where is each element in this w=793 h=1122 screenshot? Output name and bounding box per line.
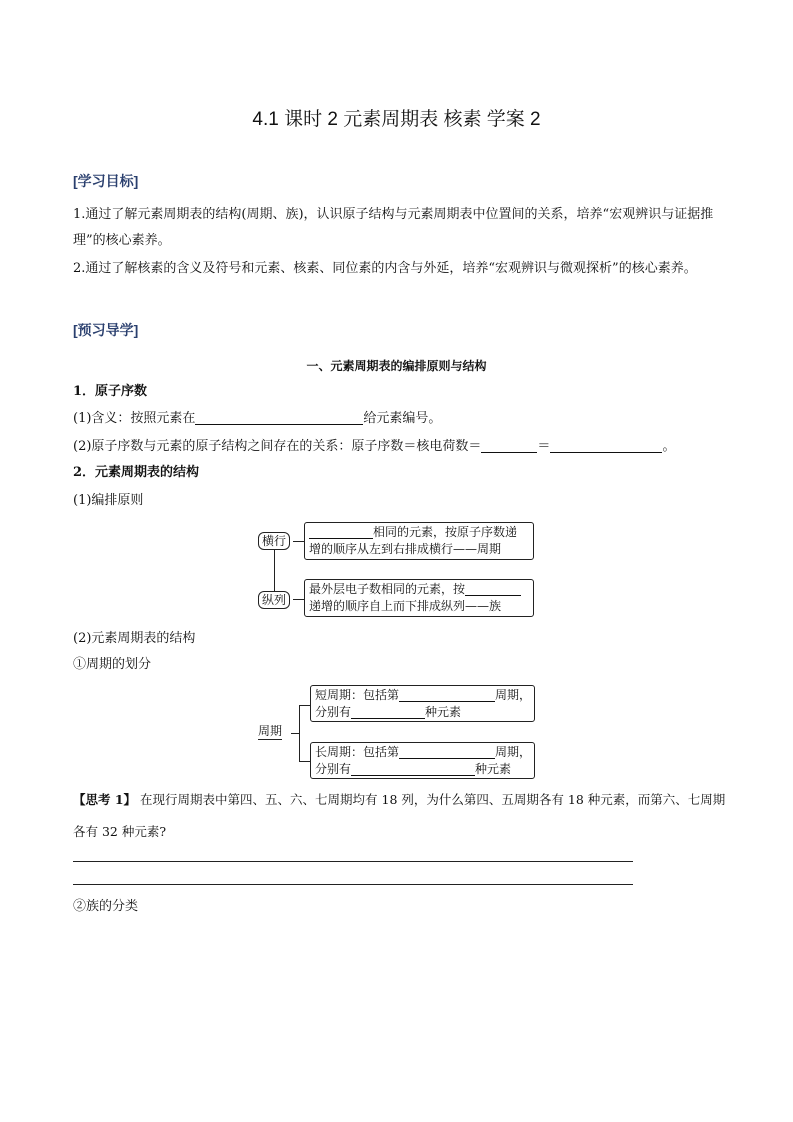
- long-period-line2-prefix: 分别有: [315, 762, 352, 776]
- col-blank[interactable]: [465, 583, 521, 596]
- long-period-line-1: [315, 744, 530, 761]
- row-blank[interactable]: [309, 526, 373, 539]
- period-label: 周期: [258, 724, 283, 738]
- think-label: 【思考 1】: [73, 792, 137, 807]
- long-period-prefix: 长周期：包括第: [315, 745, 400, 759]
- meaning-line: [73, 406, 441, 432]
- long-period-line-2: [315, 761, 530, 778]
- structure-heading: 2．元素周期表的结构: [73, 465, 200, 480]
- col-label: 纵列: [258, 591, 290, 609]
- short-period-box: [310, 685, 535, 722]
- relation-blank-1[interactable]: [481, 438, 537, 453]
- meaning-blank[interactable]: [195, 410, 363, 425]
- relation-blank-2[interactable]: [550, 438, 662, 453]
- col-text-1: [309, 581, 529, 598]
- long-period-blank-1[interactable]: [399, 746, 495, 759]
- answer-line-1[interactable]: [73, 861, 633, 862]
- meaning-suffix: 给元素编号。: [363, 411, 442, 426]
- row-label: 横行: [258, 532, 290, 550]
- short-period-blank-2[interactable]: [351, 706, 425, 719]
- atomic-number-heading: 1．原子序数: [73, 384, 148, 399]
- vertical-connector: [274, 550, 275, 592]
- short-period-line2-suffix: 种元素: [425, 705, 462, 719]
- objective-2: 2.通过了解核素的含义及符号和元素、核素、同位素的内含与外延，培养“宏观辨识与微观探析”的核心素养。: [73, 261, 697, 276]
- preview-heading: [预习导学]: [73, 322, 139, 338]
- relation-mid: ＝: [537, 439, 551, 454]
- short-period-line-2: [315, 704, 530, 721]
- long-period-suffix: 周期，: [495, 745, 532, 759]
- short-period-blank-1[interactable]: [399, 689, 495, 702]
- long-period-blank-2[interactable]: [351, 763, 475, 776]
- group-classification: ②族的分类: [73, 899, 139, 914]
- think-text: 在现行周期表中第四、五、六、七周期均有 18 列，为什么第四、五周期各有 18 种元素，而第六、七周期各有 32 种元素?: [73, 792, 726, 839]
- objectives-heading: [学习目标]: [73, 173, 139, 189]
- principle-label: (1)编排原则: [73, 493, 144, 508]
- relation-line: [73, 434, 675, 460]
- long-period-line2-suffix: 种元素: [475, 762, 512, 776]
- row-text-2: 增的顺序从左到右排成横行——周期: [309, 542, 502, 556]
- col-box: [304, 579, 534, 617]
- col-connector: [293, 599, 304, 600]
- relation-prefix: (2)原子序数与元素的原子结构之间存在的关系：原子序数＝核电荷数＝: [73, 439, 482, 454]
- period-bracket-bottom: [299, 761, 310, 762]
- row-box: [304, 522, 534, 560]
- meaning-prefix: (1)含义：按照元素在: [73, 411, 196, 426]
- short-period-line2-prefix: 分别有: [315, 705, 352, 719]
- period-division: ①周期的划分: [73, 657, 152, 672]
- row-text-1: [309, 524, 529, 541]
- period-bracket-top: [299, 705, 310, 706]
- short-period-line-1: [315, 687, 530, 704]
- col-text-1-prefix: 最外层电子数相同的元素，按: [309, 582, 466, 596]
- long-period-box: [310, 742, 535, 779]
- relation-suffix: 。: [662, 439, 676, 454]
- short-period-suffix: 周期，: [495, 688, 532, 702]
- period-connector: [291, 733, 299, 734]
- think-question: [73, 784, 733, 848]
- period-bracket: [299, 705, 300, 762]
- row-text-1-suffix: 相同的元素，按原子序数递: [373, 525, 518, 539]
- row-connector: [293, 541, 304, 542]
- short-period-prefix: 短周期：包括第: [315, 688, 400, 702]
- objective-1: 1.通过了解元素周期表的结构(周期、族)，认识原子结构与元素周期表中位置间的关系，培养“宏观辨识与证据推理”的核心素养。: [73, 207, 714, 248]
- page-title: 4.1 课时 2 元素周期表 核素 学案 2: [252, 109, 541, 130]
- col-text-2: 递增的顺序自上而下排成纵列——族: [309, 599, 502, 613]
- answer-line-2[interactable]: [73, 884, 633, 885]
- part1-heading: 一、元素周期表的编排原则与结构: [306, 359, 487, 373]
- table-structure-label: (2)元素周期表的结构: [73, 631, 196, 646]
